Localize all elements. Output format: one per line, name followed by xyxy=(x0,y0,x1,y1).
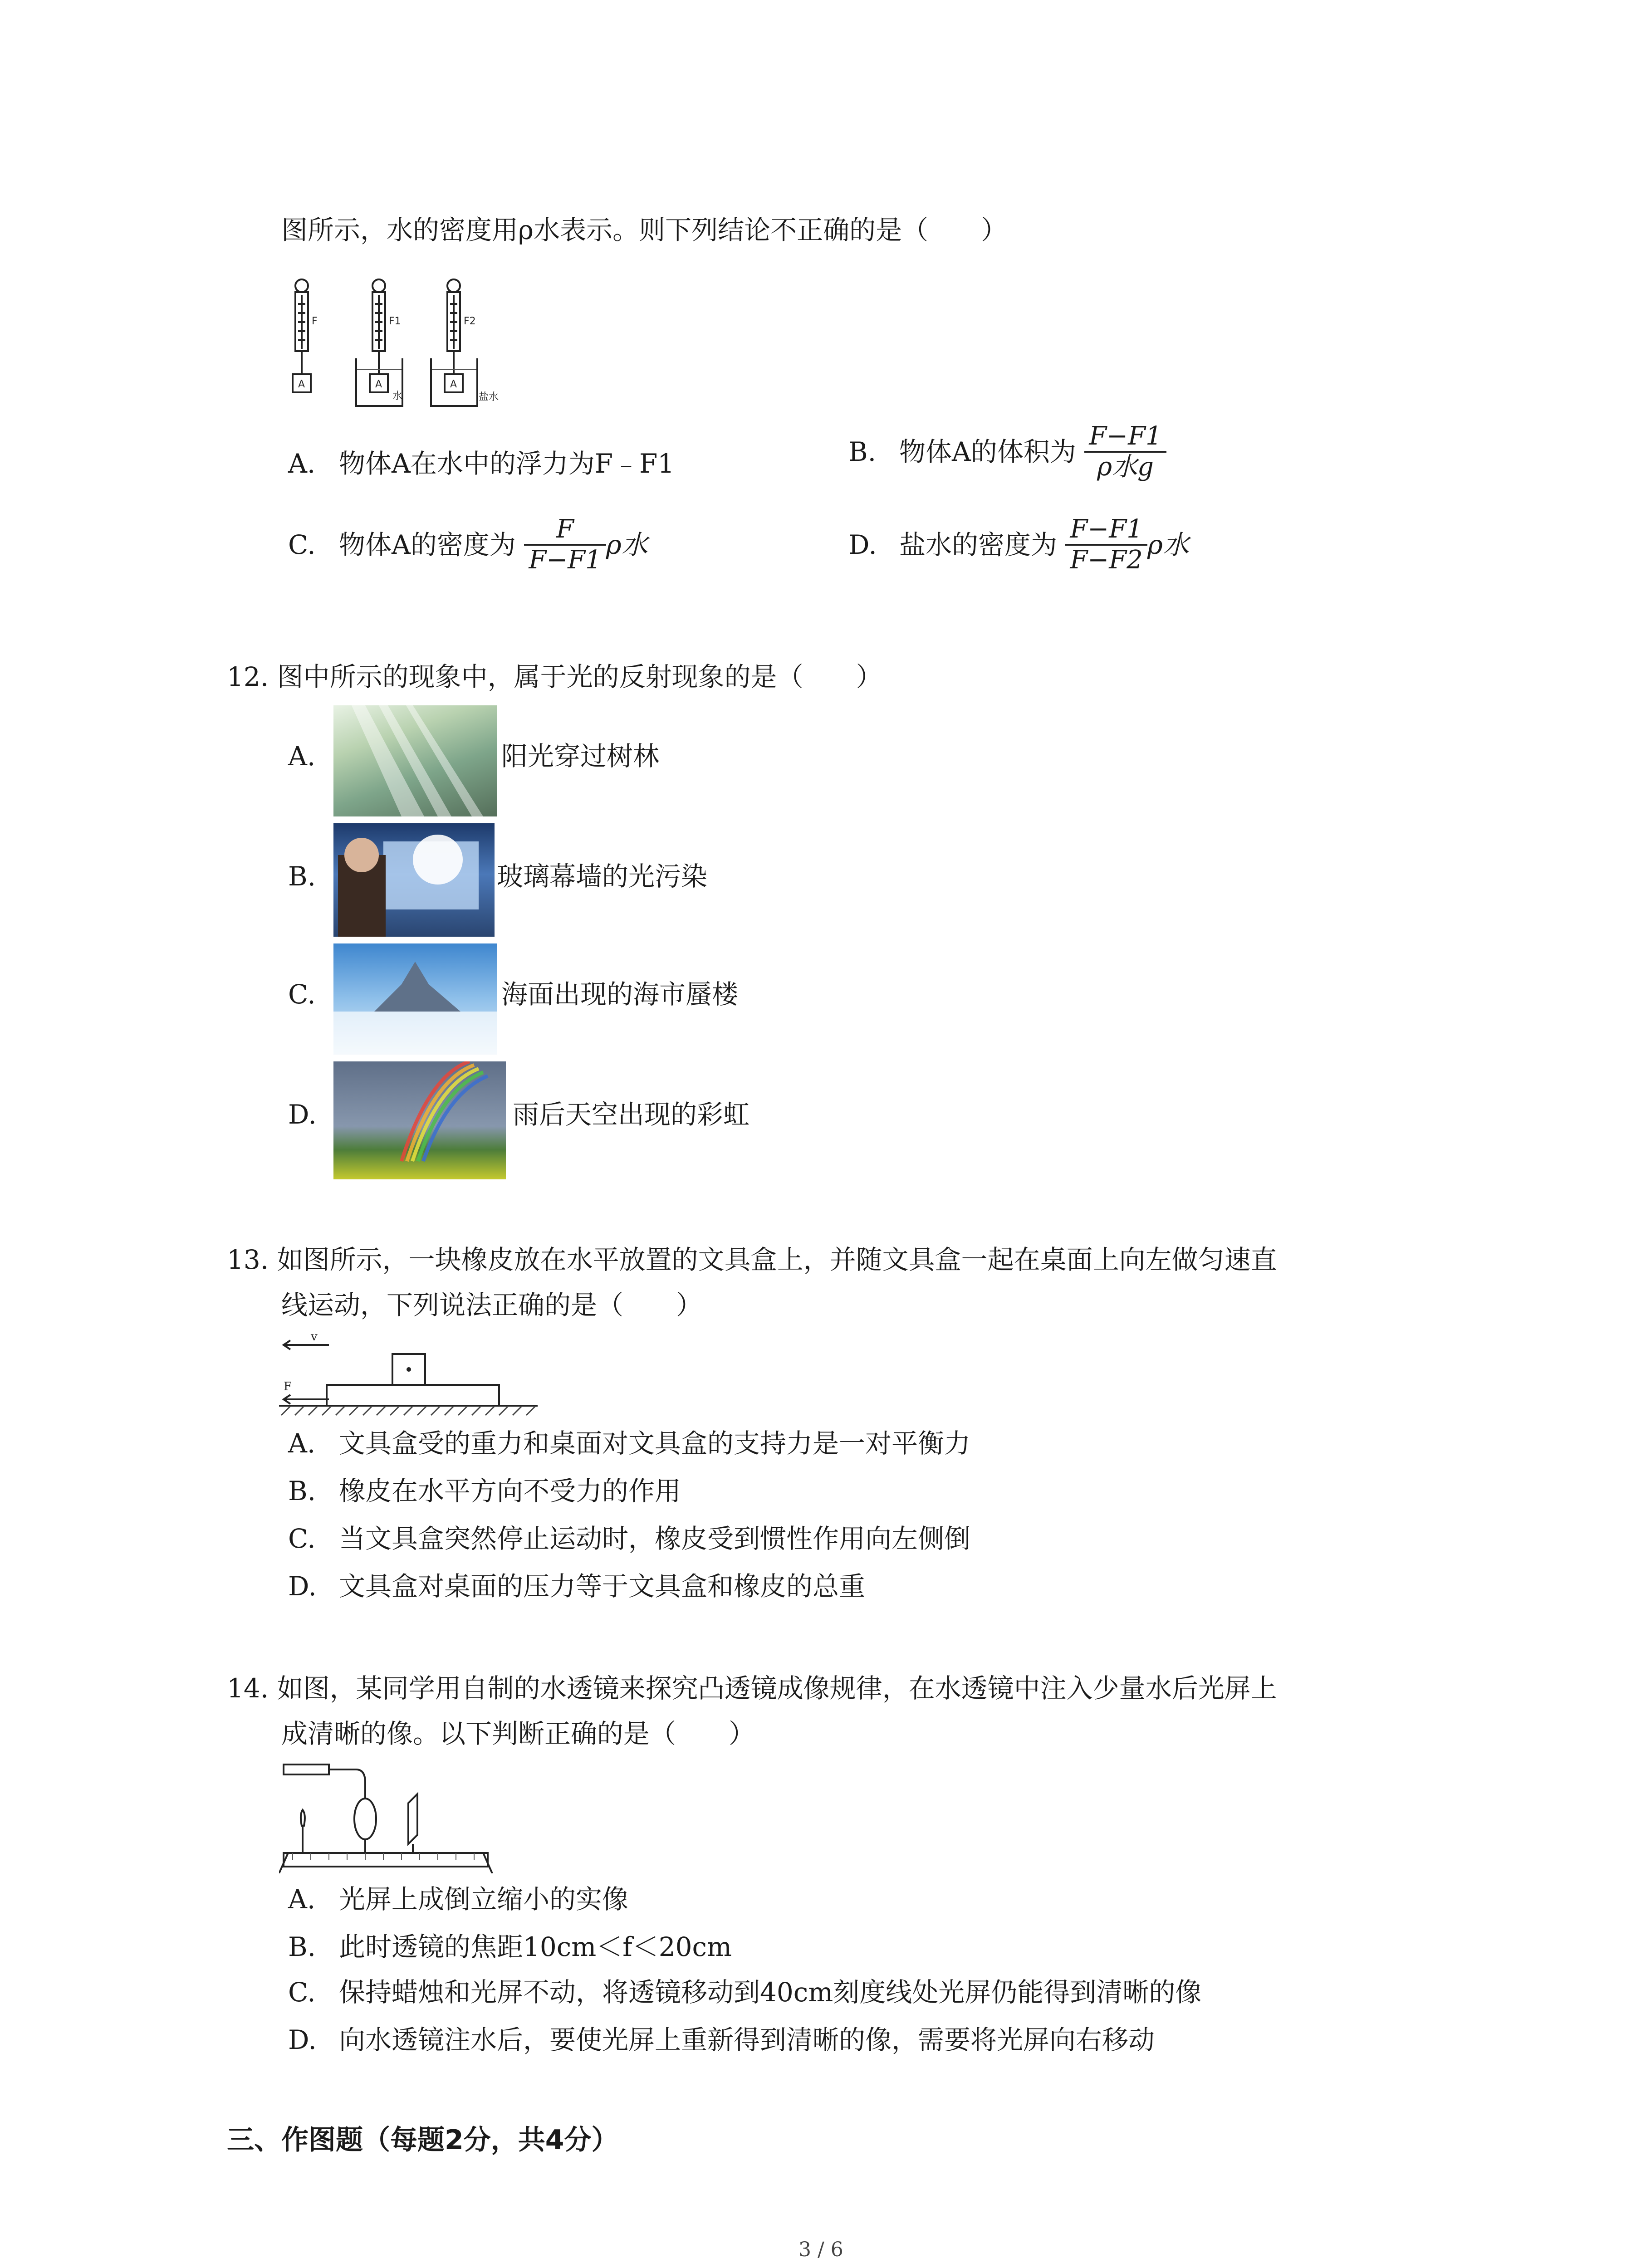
q12-image-mirage xyxy=(333,943,497,1055)
salt-water-label: 盐水 xyxy=(479,391,499,403)
q12-option-c[interactable] xyxy=(288,978,316,1011)
q14-stem-line2: 成清晰的像。以下判断正确的是（ ） xyxy=(281,1718,755,1749)
q13-stem-line1: 13. 如图所示，一块橡皮放在水平放置的文具盒上，并随文具盒一起在桌面上向左做匀速直 xyxy=(227,1244,1277,1275)
q12-option-d[interactable] xyxy=(288,1098,317,1131)
option-label: B. xyxy=(288,861,316,892)
option-text: 文具盒对桌面的压力等于文具盒和橡皮的总重 xyxy=(339,1571,866,1602)
q12-image-sunlight-forest xyxy=(333,705,497,816)
q13-stem-line2: 线运动，下列说法正确的是（ ） xyxy=(281,1290,703,1320)
q14-option-c[interactable] xyxy=(288,1975,1201,2009)
velocity-label: v xyxy=(311,1331,318,1344)
option-label: A. xyxy=(288,741,316,772)
q14-water-lens-figure xyxy=(279,1760,495,1873)
q12-option-b[interactable] xyxy=(288,860,316,893)
block-a-2: A xyxy=(375,379,382,390)
option-text: 向水透镜注水后，要使光屏上重新得到清晰的像，需要将光屏向右移动 xyxy=(339,2024,1155,2055)
option-label: A. xyxy=(288,1428,316,1459)
option-text: 物体A在水中的浮力为F﹣F1 xyxy=(339,448,675,479)
q14-option-a[interactable] xyxy=(288,1882,628,1916)
q13-option-b[interactable] xyxy=(288,1474,681,1508)
option-label: D. xyxy=(288,1099,317,1130)
option-text: 物体A的密度为 xyxy=(339,529,516,560)
q14-option-d[interactable] xyxy=(288,2023,1155,2057)
option-label: D. xyxy=(288,1571,317,1602)
option-text: 保持蜡烛和光屏不动，将透镜移动到40cm刻度线处光屏仍能得到清晰的像 xyxy=(339,1977,1202,2008)
option-text: 物体A的体积为 xyxy=(899,436,1076,467)
option-text: 此时透镜的焦距10cm＜f＜20cm xyxy=(339,1931,732,1962)
water-label: 水 xyxy=(392,391,403,402)
option-text: 文具盒受的重力和桌面对文具盒的支持力是一对平衡力 xyxy=(339,1428,971,1459)
block-a-3: A xyxy=(450,379,457,390)
q12-stem: 12. 图中所示的现象中，属于光的反射现象的是（ ） xyxy=(227,661,882,692)
q13-option-a[interactable] xyxy=(288,1427,970,1460)
q13-option-d[interactable] xyxy=(288,1569,865,1603)
option-label: C. xyxy=(288,1977,316,2008)
q12-option-d-text: 雨后天空出现的彩虹 xyxy=(513,1099,750,1130)
option-label: D. xyxy=(848,529,877,560)
q12-image-rainbow xyxy=(333,1061,506,1179)
q14-stem-line1: 14. 如图，某同学用自制的水透镜来探究凸透镜成像规律，在水透镜中注入少量水后光屏上 xyxy=(227,1673,1277,1704)
q12-option-b-text: 玻璃幕墙的光污染 xyxy=(497,861,708,892)
option-label: C. xyxy=(288,529,316,560)
label-f1: F1 xyxy=(389,316,401,327)
q12-option-a[interactable] xyxy=(288,739,315,773)
label-f: F xyxy=(312,316,318,327)
q11-option-c[interactable] xyxy=(288,515,648,575)
force-label: F xyxy=(284,1380,292,1393)
section-3-title: 三、作图题（每题2分，共4分） xyxy=(227,2124,619,2156)
option-label: A. xyxy=(288,448,316,479)
option-label: C. xyxy=(288,979,316,1010)
option-label: A. xyxy=(288,1884,316,1915)
q11-intro: 图所示，水的密度用ρ水表示。则下列结论不正确的是（ ） xyxy=(281,215,1008,245)
option-text: 盐水的密度为 xyxy=(899,529,1058,560)
fraction: $\frac{F-F1}{\text{ρ水g}}$ xyxy=(1084,422,1166,482)
rho-water: ρ水 xyxy=(1147,529,1189,560)
q11-option-a[interactable] xyxy=(288,447,674,480)
q13-option-c[interactable] xyxy=(288,1522,970,1555)
fraction: $\frac{F}{F-F1}$ xyxy=(524,515,606,575)
label-f2: F2 xyxy=(464,316,476,327)
option-text: 当文具盒突然停止运动时，橡皮受到惯性作用向左侧倒 xyxy=(339,1523,971,1554)
q12-option-c-text: 海面出现的海市蜃楼 xyxy=(501,979,739,1010)
page-number: 3 / 6 xyxy=(798,2238,843,2261)
block-a-1: A xyxy=(298,379,305,390)
option-label: D. xyxy=(288,2024,317,2055)
option-text: 橡皮在水平方向不受力的作用 xyxy=(339,1476,681,1506)
option-label: B. xyxy=(288,1931,316,1962)
q11-option-d[interactable] xyxy=(848,515,1189,575)
q11-option-b[interactable] xyxy=(848,422,1166,482)
q12-image-glass-curtain-wall xyxy=(333,823,495,937)
option-label: C. xyxy=(288,1523,316,1554)
fraction: $\frac{F-F1}{F-F2}$ xyxy=(1065,515,1147,575)
rho-water: ρ水 xyxy=(606,529,648,560)
option-label: B. xyxy=(848,436,877,467)
q13-pencil-box-figure xyxy=(279,1331,542,1418)
option-label: B. xyxy=(288,1476,316,1506)
q12-option-a-text: 阳光穿过树林 xyxy=(501,741,660,772)
q14-option-b[interactable] xyxy=(288,1930,732,1964)
q11-spring-scale-figure xyxy=(279,277,515,417)
option-text: 光屏上成倒立缩小的实像 xyxy=(339,1884,629,1915)
